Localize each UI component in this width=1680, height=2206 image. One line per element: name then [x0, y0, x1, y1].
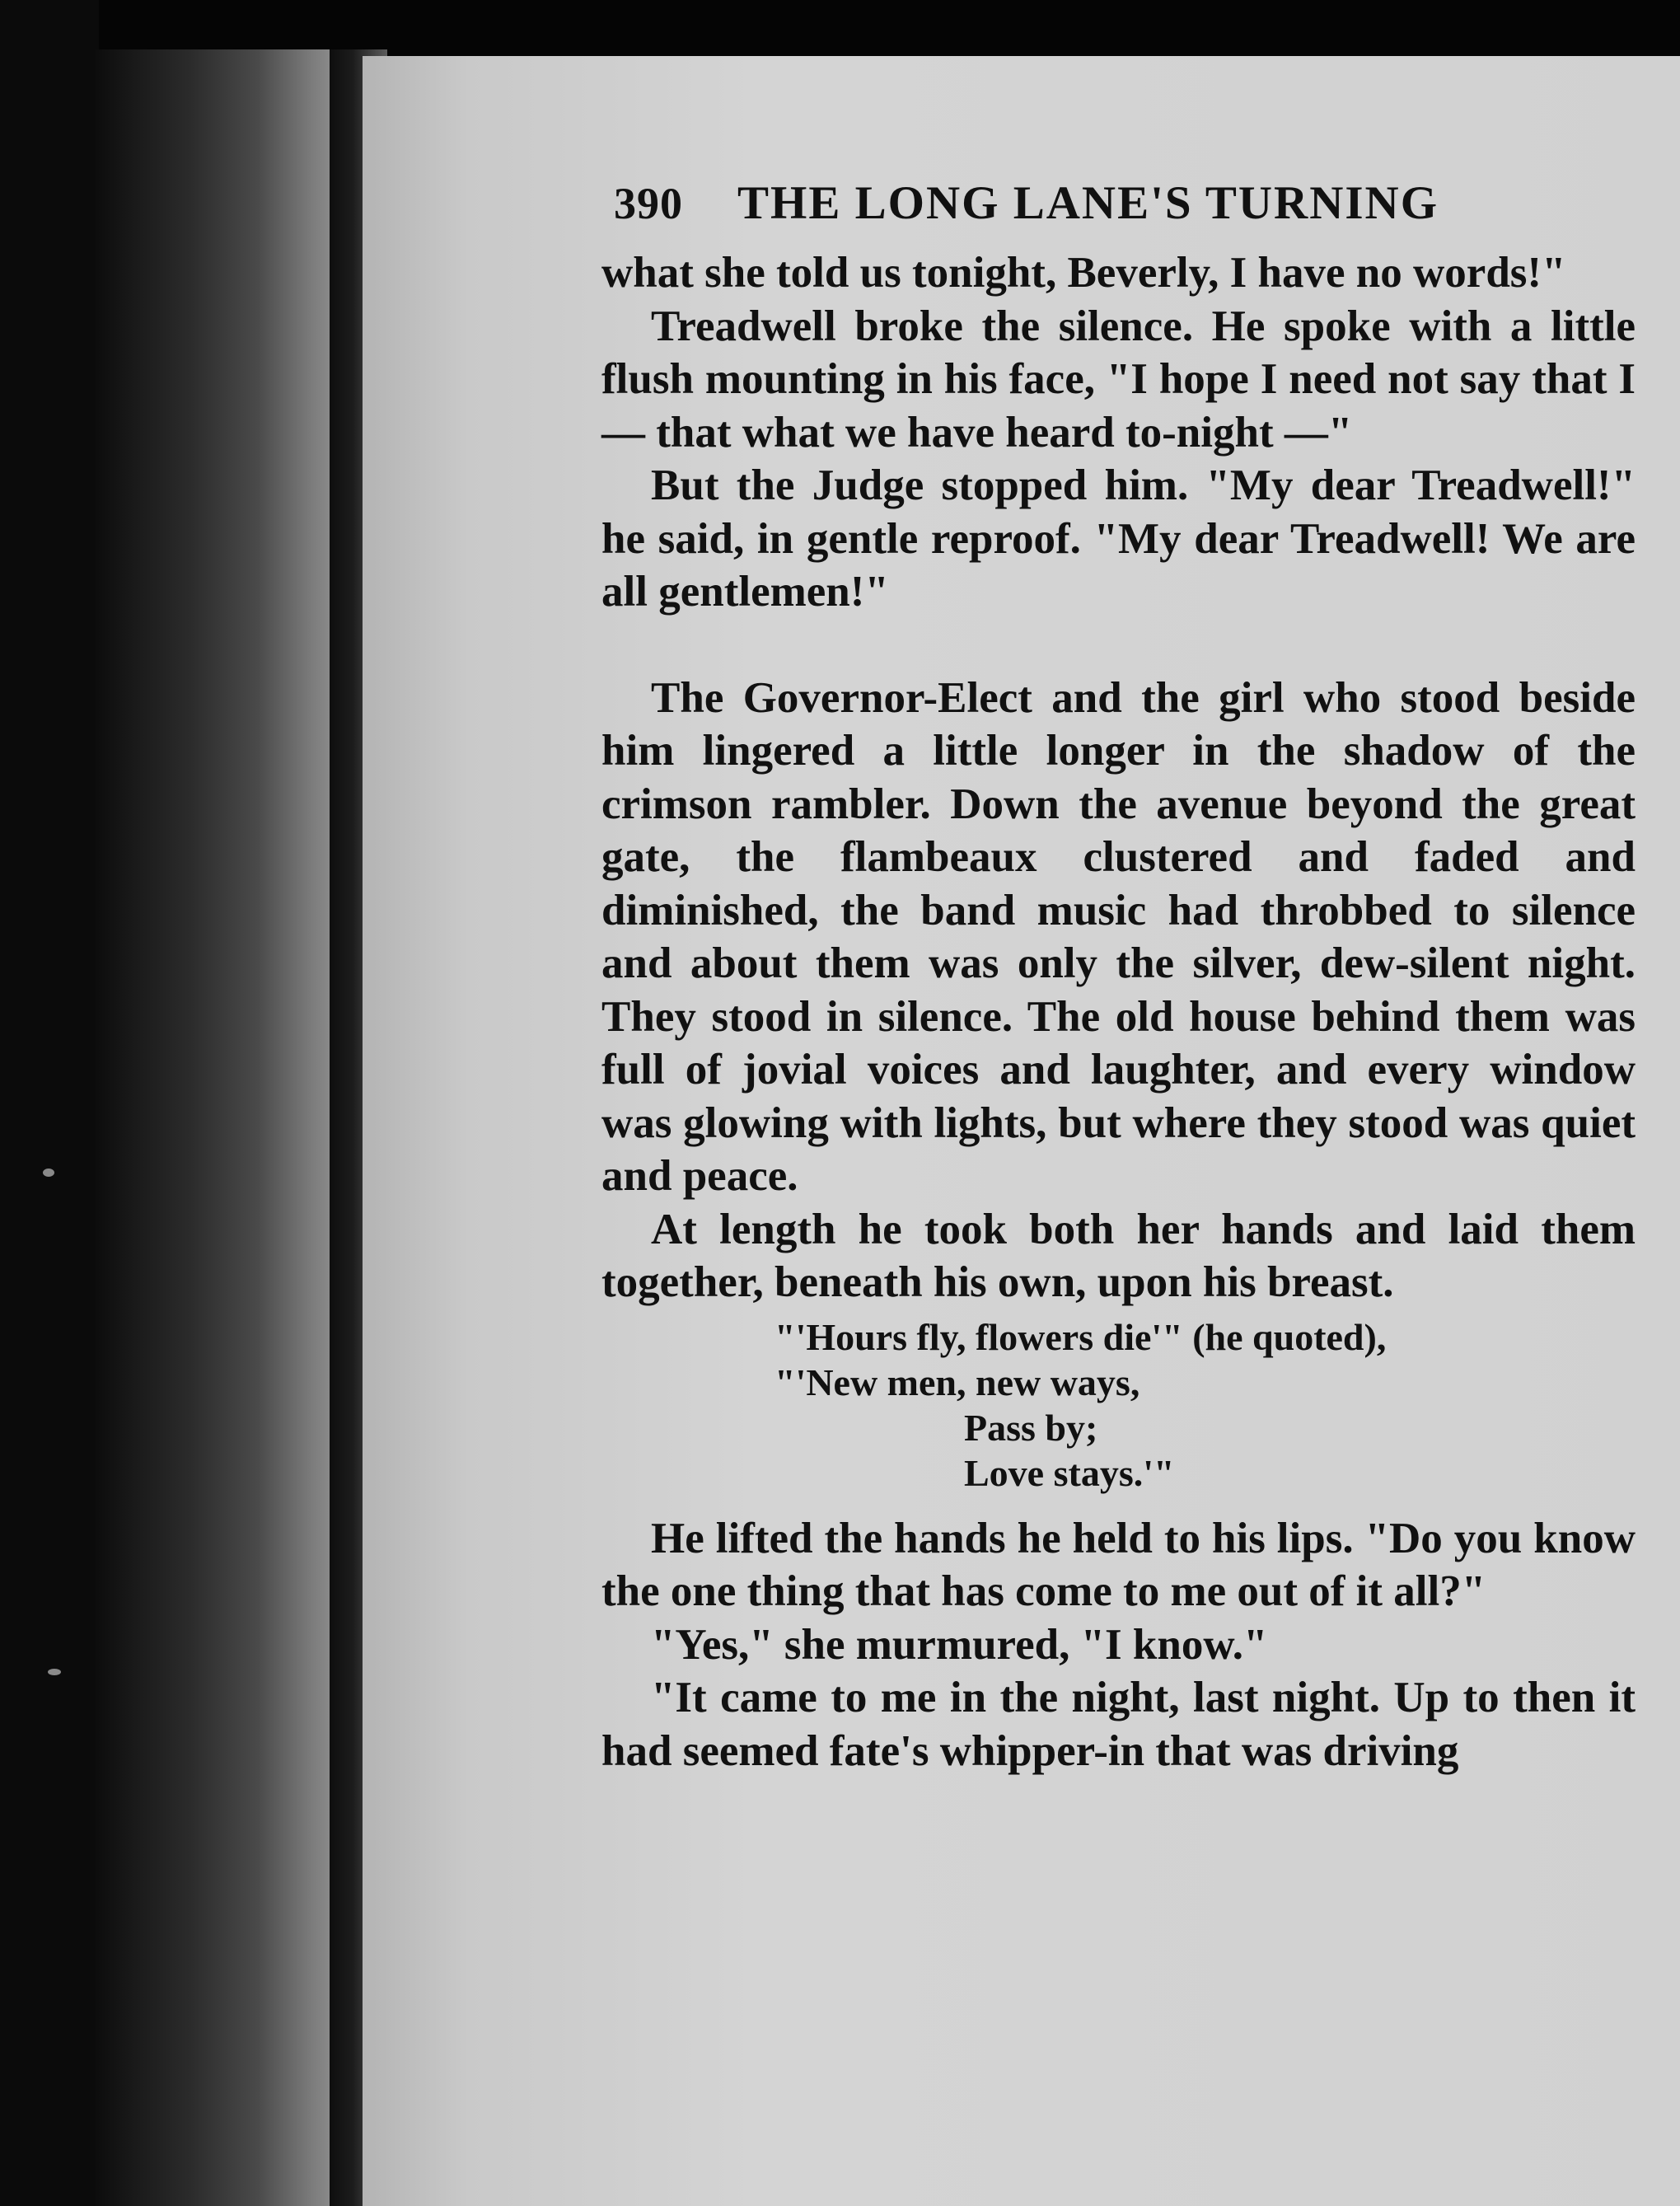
scan-left-border [0, 0, 99, 2206]
verse-quotation [601, 1314, 1636, 1496]
book-gutter [95, 49, 367, 2206]
section-break [601, 619, 1636, 672]
verse-line-4: Love stays.'" [964, 1451, 1175, 1494]
running-head [601, 177, 1636, 243]
running-title: THE LONG LANE'S TURNING [737, 177, 1439, 229]
dust-speck [43, 1169, 54, 1177]
paragraph-4: The Governor-Elect and the girl who stood beside him lingered a little longer in the shadow of the crimson rambler. Down the avenue beyond the great gate, the flambeaux clustered and faded and diminished, the band music had throbbed to silence and about them was only the silver, dew-silent night. They stood in silence. The old house behind them was full of jovial voices and laughter, and every window was glowing with lights, but where they stood was quiet and peace. [601, 673, 1636, 1200]
paragraph-3: But the Judge stopped him. "My dear Treadwell!" he said, in gentle reproof. "My dear Treadwell! We are all gentlemen!" [601, 461, 1636, 616]
verse-line-1: "'Hours fly, flowers die'" (he quoted), [774, 1315, 1387, 1358]
verse-line-3: Pass by; [964, 1406, 1098, 1449]
verse-line-2: "'New men, new ways, [774, 1361, 1140, 1403]
dust-speck [48, 1669, 61, 1675]
paragraph-6: He lifted the hands he held to his lips. "Do you know the one thing that has come to me out of it all?" [601, 1514, 1636, 1615]
page-text-block [601, 177, 1636, 1777]
paragraph-1: what she told us tonight, Beverly, I have no words!" [601, 249, 1566, 297]
paragraph-5: At length he took both her hands and laid them together, beneath his own, upon his breast. [601, 1205, 1636, 1306]
paragraph-2: Treadwell broke the silence. He spoke with a little flush mounting in his face, "I hope I need not say that I — that what we have heard to-night —" [601, 302, 1636, 457]
page-number: 390 [614, 179, 683, 228]
paragraph-7: "Yes," she murmured, "I know." [651, 1620, 1268, 1669]
paragraph-8: "It came to me in the night, last night. Up to then it had seemed fate's whipper-in that was driving [601, 1674, 1636, 1775]
